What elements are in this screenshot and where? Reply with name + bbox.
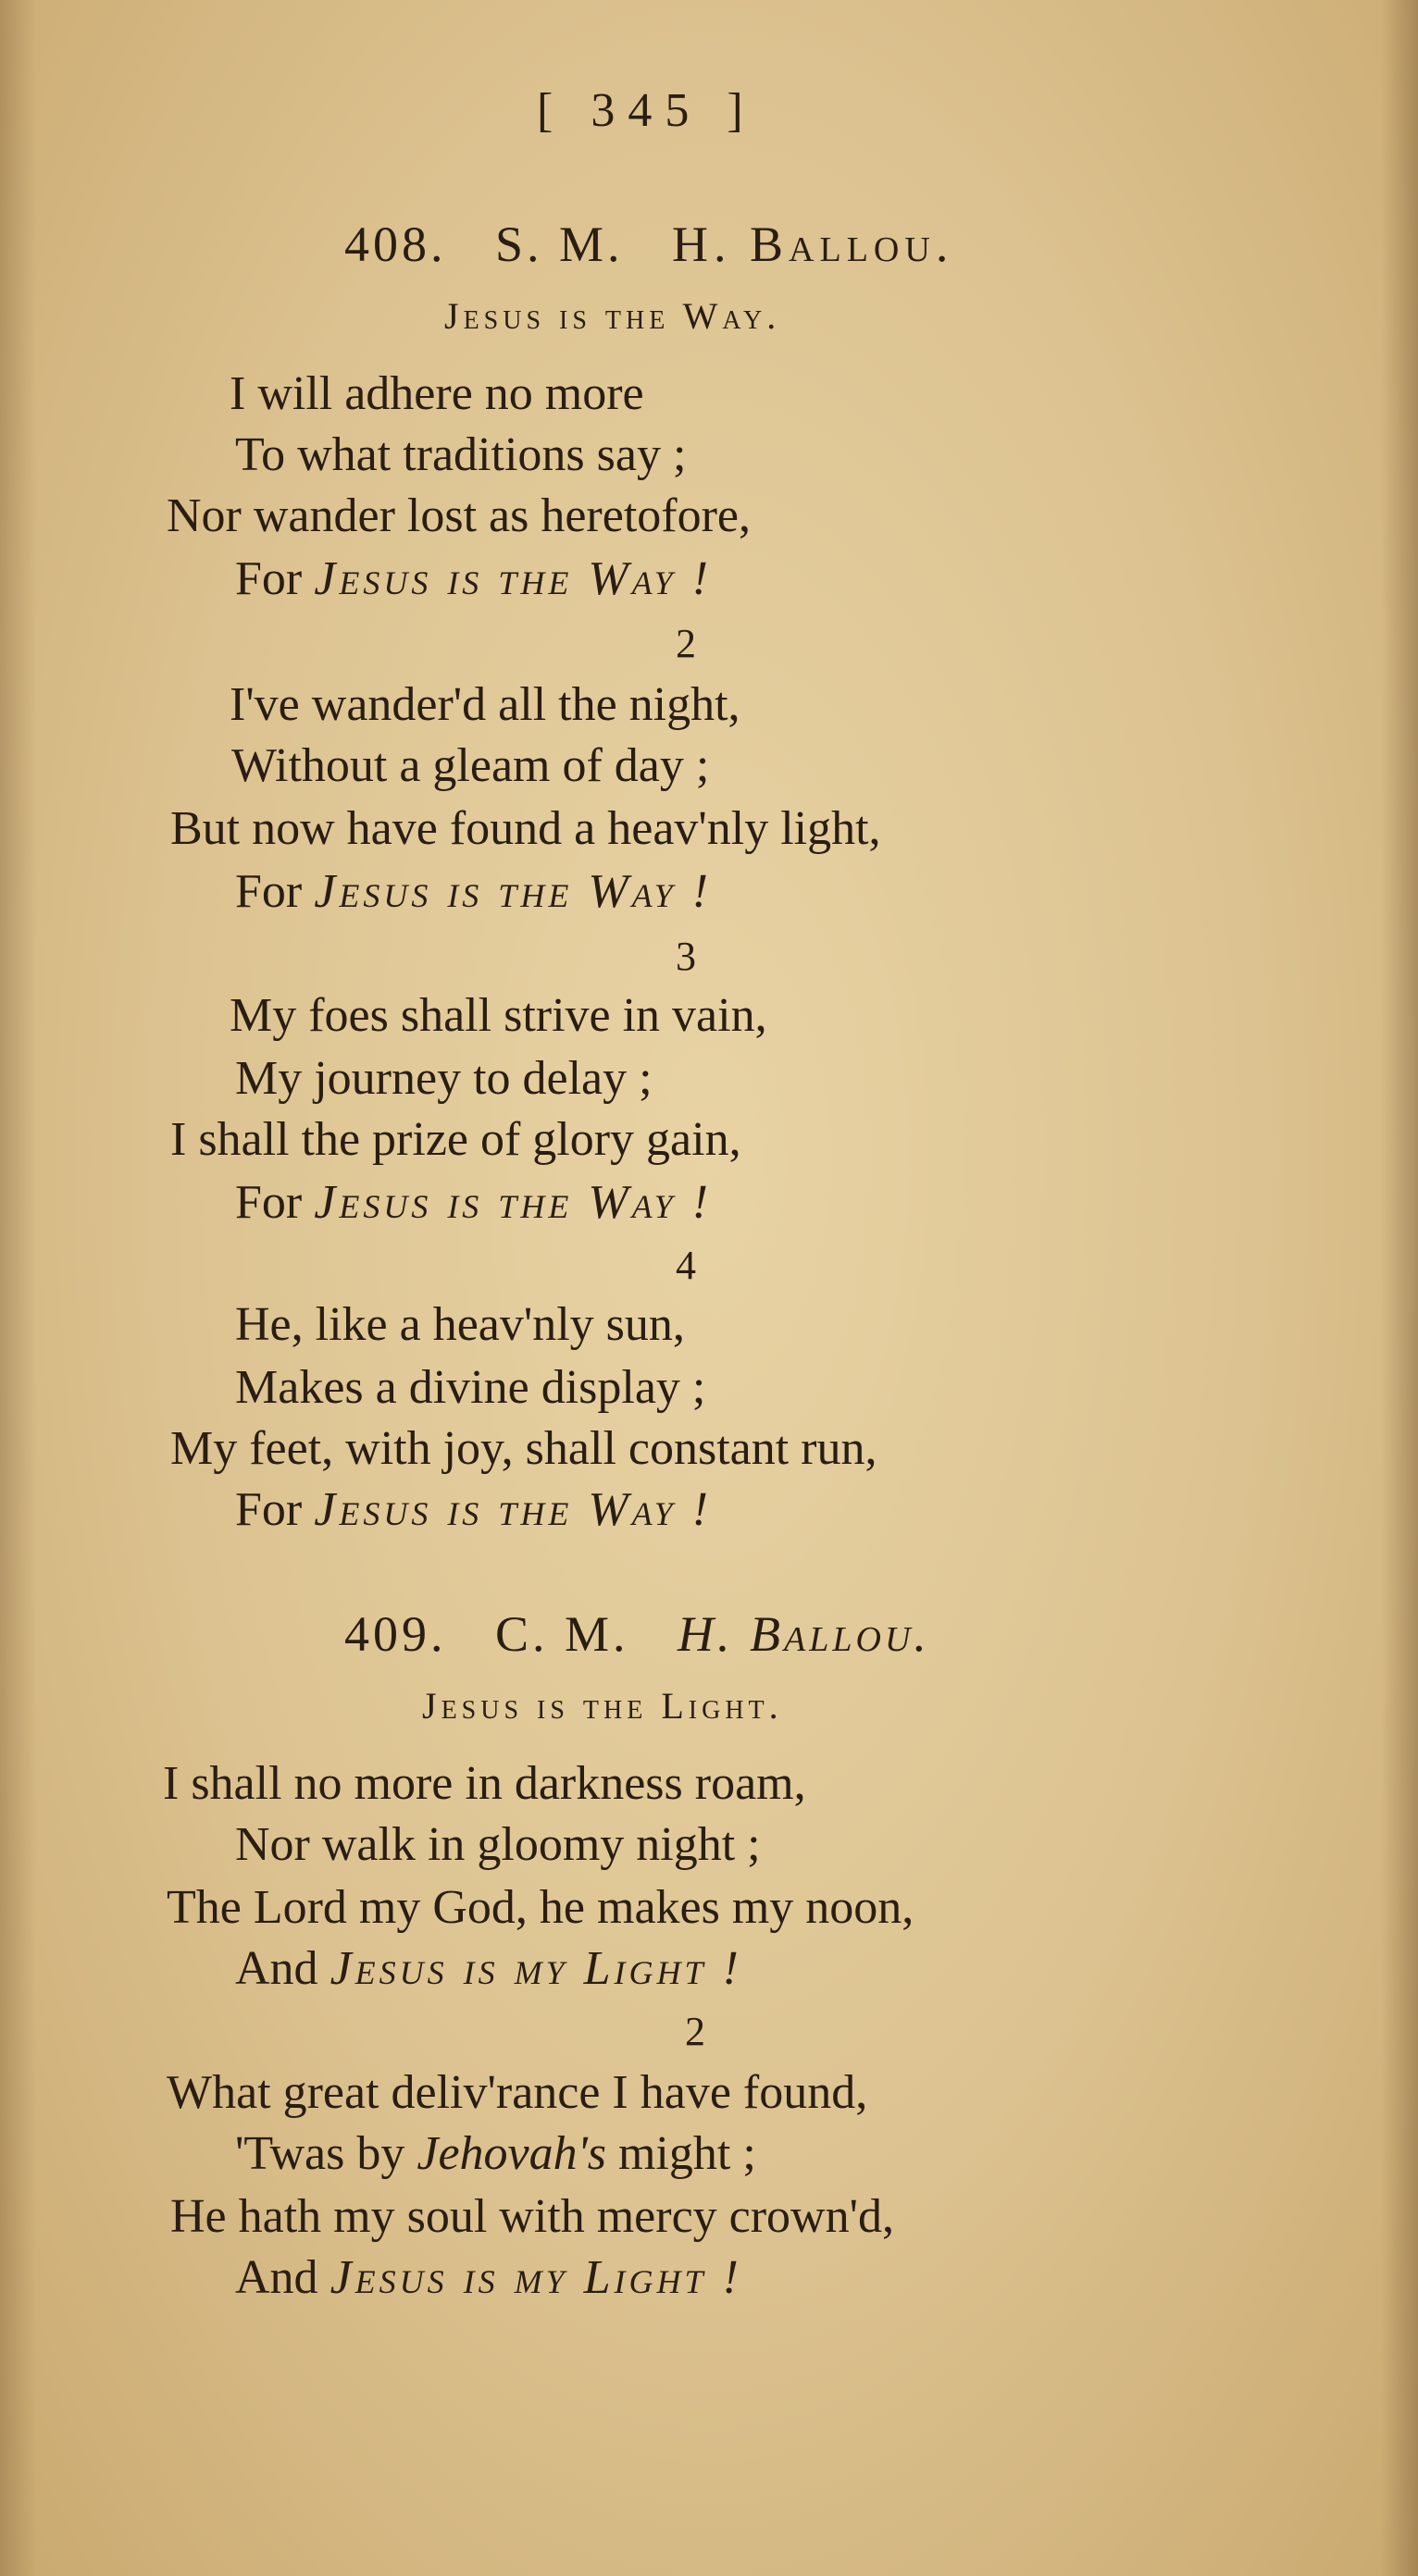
hymn-meter: S. M.	[495, 217, 624, 272]
page-edge-right	[1381, 0, 1418, 2576]
page-edge-left	[0, 0, 37, 2576]
stanza-line: Nor wander lost as heretofore,	[167, 489, 751, 542]
stanza-number: 2	[676, 621, 696, 666]
stanza-line: But now have found a heav'nly light,	[170, 802, 881, 855]
stanza-line: Nor walk in gloomy night ;	[235, 1818, 761, 1871]
hymn-author: H. Ballou.	[678, 1606, 930, 1662]
stanza-line: To what traditions say ;	[235, 428, 687, 481]
hymn-number: 408.	[344, 217, 447, 272]
stanza-line: I will adhere no more	[230, 367, 644, 420]
hymn-number: 409.	[344, 1606, 447, 1662]
hymn-409-heading	[344, 1604, 930, 1664]
stanza-line: What great deliv'rance I have found,	[167, 2066, 868, 2119]
hymn-408-heading	[344, 215, 953, 274]
stanza-refrain: For Jesus is the Way !	[235, 865, 712, 918]
stanza-line: He hath my soul with mercy crown'd,	[170, 2190, 894, 2243]
hymn-meter: C. M.	[495, 1606, 629, 1662]
stanza-number: 3	[676, 934, 696, 979]
page-number: [ 345 ]	[537, 84, 756, 137]
stanza-number: 2	[685, 2009, 705, 2054]
stanza-line: My feet, with joy, shall constant run,	[170, 1422, 877, 1475]
stanza-refrain: For Jesus is the Way !	[235, 1176, 712, 1229]
hymn-author: H. Ballou.	[672, 217, 954, 272]
stanza-line: Without a gleam of day ;	[231, 739, 710, 792]
stanza-line: My foes shall strive in vain,	[230, 989, 767, 1042]
stanza-line: He, like a heav'nly sun,	[235, 1298, 685, 1351]
stanza-line: I shall no more in darkness roam,	[163, 1757, 806, 1810]
stanza-line: Makes a divine display ;	[235, 1361, 706, 1414]
stanza-refrain: For Jesus is the Way !	[235, 552, 712, 605]
stanza-refrain: For Jesus is the Way !	[235, 1483, 712, 1536]
hymn-409-title: Jesus is the Light.	[422, 1685, 783, 1727]
stanza-line: I shall the prize of glory gain,	[170, 1113, 741, 1166]
stanza-line: The Lord my God, he makes my noon,	[167, 1881, 914, 1934]
hymn-408-title: Jesus is the Way.	[444, 295, 781, 337]
stanza-number: 4	[676, 1243, 696, 1288]
stanza-refrain: And Jesus is my Light !	[235, 1942, 742, 1995]
stanza-line: 'Twas by Jehovah's might ;	[235, 2127, 756, 2180]
stanza-line: I've wander'd all the night,	[230, 678, 740, 731]
stanza-refrain: And Jesus is my Light !	[235, 2251, 742, 2304]
stanza-line: My journey to delay ;	[235, 1052, 653, 1105]
